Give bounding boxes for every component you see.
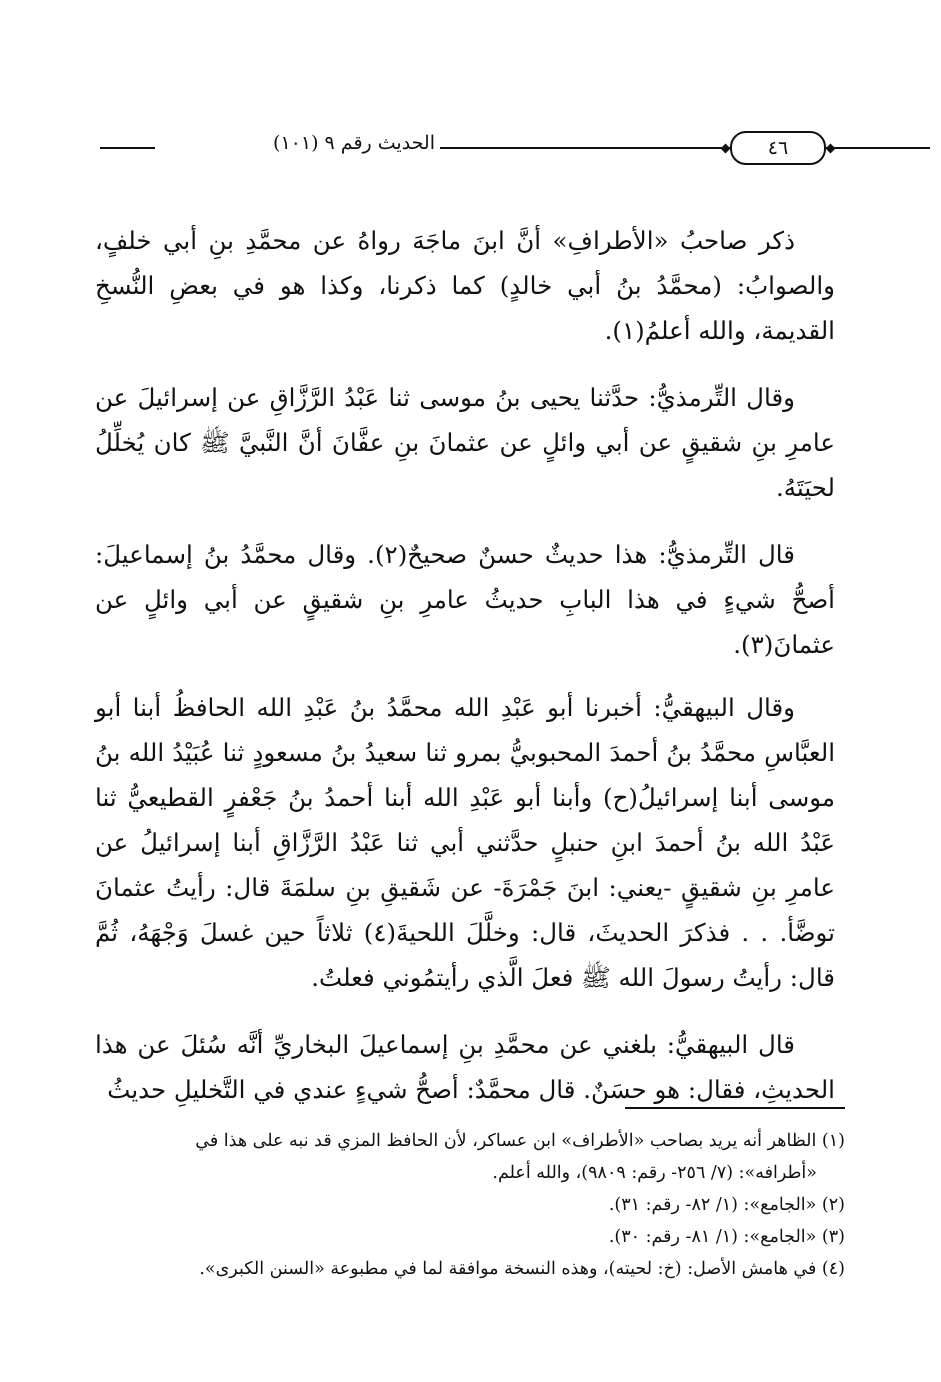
footnote: (٤) في هامش الأصل: (خ: لحيته)، وهذه النسخة موافقة لما في مطبوعة «السنن الكبرى». xyxy=(199,1259,845,1279)
paragraph: قال التِّرمذيُّ: هذا حديثٌ حسنٌ صحيحٌ(٢). وقال محمَّدُ بنُ إسماعيلَ: أصحُّ شيءٍ في هذا البابِ حديثُ عامرِ بنِ شقيقٍ عن أبي وائلٍ عن عثمانَ(٣). xyxy=(95,540,835,659)
paragraph: قال البيهقيُّ: بلغني عن محمَّدِ بنِ إسماعيلَ البخاريِّ أنَّه سُئلَ عن هذا الحديثِ، فقال: هو حسَنٌ. قال محمَّدٌ: أصحُّ شيءٍ عندي في التَّخليلِ حديثُ xyxy=(95,1030,835,1104)
paragraph: ذكر صاحبُ «الأطرافِ» أنَّ ابنَ ماجَهَ رواهُ عن محمَّدِ بنِ أبي خلفٍ، والصوابُ: (محمَّدُ بنُ أبي خالدٍ) كما ذكرنا، وكذا هو في بعضِ النُّسخِ القديمة، والله أعلمُ(١). xyxy=(95,226,835,345)
footnote-separator xyxy=(625,1107,845,1109)
footnote: (٢) «الجامع»: (١/ ٨٢- رقم: ٣١). xyxy=(608,1195,845,1215)
footnotes xyxy=(100,1125,845,1285)
page-number: ٤٦ xyxy=(730,131,826,165)
header-rule xyxy=(440,147,730,149)
running-header xyxy=(90,128,840,168)
footnote: (٣) «الجامع»: (١/ ٨١- رقم: ٣٠). xyxy=(608,1227,845,1247)
header-rule xyxy=(825,147,930,149)
header-title: الحديث رقم ٩ (١٠١) xyxy=(273,132,435,154)
footnote-continuation: «أطرافه»: (٧/ ٢٥٦- رقم: ٩٨٠٩)، والله أعلم. xyxy=(492,1163,817,1183)
main-text xyxy=(95,218,835,1134)
paragraph: وقال التِّرمذيُّ: حدَّثنا يحيى بنُ موسى ثنا عَبْدُ الرَّزَّاقِ عن إسرائيلَ عن عامرِ بنِ شقيقٍ عن أبي وائلٍ عن عثمانَ بنِ عفَّانَ أنَّ النَّبيَّ ﷺ كان يُخلِّلُ لحيَتَهُ. xyxy=(95,383,835,502)
paragraph: وقال البيهقيُّ: أخبرنا أبو عَبْدِ الله محمَّدُ بنُ عَبْدِ الله الحافظُ أبنا أبو العبَّاسِ محمَّدُ بنُ أحمدَ المحبوبيُّ بمرو ثنا سعيدُ بنُ مسعودٍ ثنا عُبَيْدُ الله بنُ موسى أبنا إسرائيلُ(ح) وأبنا أبو عَبْدِ الله أبنا أحمدُ بنُ جَعْفرٍ القطيعيُّ ثنا عَبْدُ الله بنُ أحمدَ ابنِ حنبلٍ حدَّثني أبي ثنا عَبْدُ الرَّزَّاقِ أبنا إسرائيلُ عن عامرِ بنِ شقيقٍ -يعني: ابنَ جَمْرَةَ- عن شَقيقِ بنِ سلمَةَ قال: رأيتُ عثمانَ توضَّأ. . . فذكرَ الحديثَ، قال: وخلَّلَ اللحيةَ(٤) ثلاثاً حين غسلَ وَجْهَهُ، ثُمَّ قال: رأيتُ رسولَ الله ﷺ فعلَ الَّذي رأيتمُوني فعلتُ. xyxy=(95,693,835,992)
header-rule xyxy=(100,147,155,149)
footnote: (١) الظاهر أنه يريد بصاحب «الأطراف» ابن عساكر، لأن الحافظ المزي قد نبه على هذا في xyxy=(195,1131,845,1151)
